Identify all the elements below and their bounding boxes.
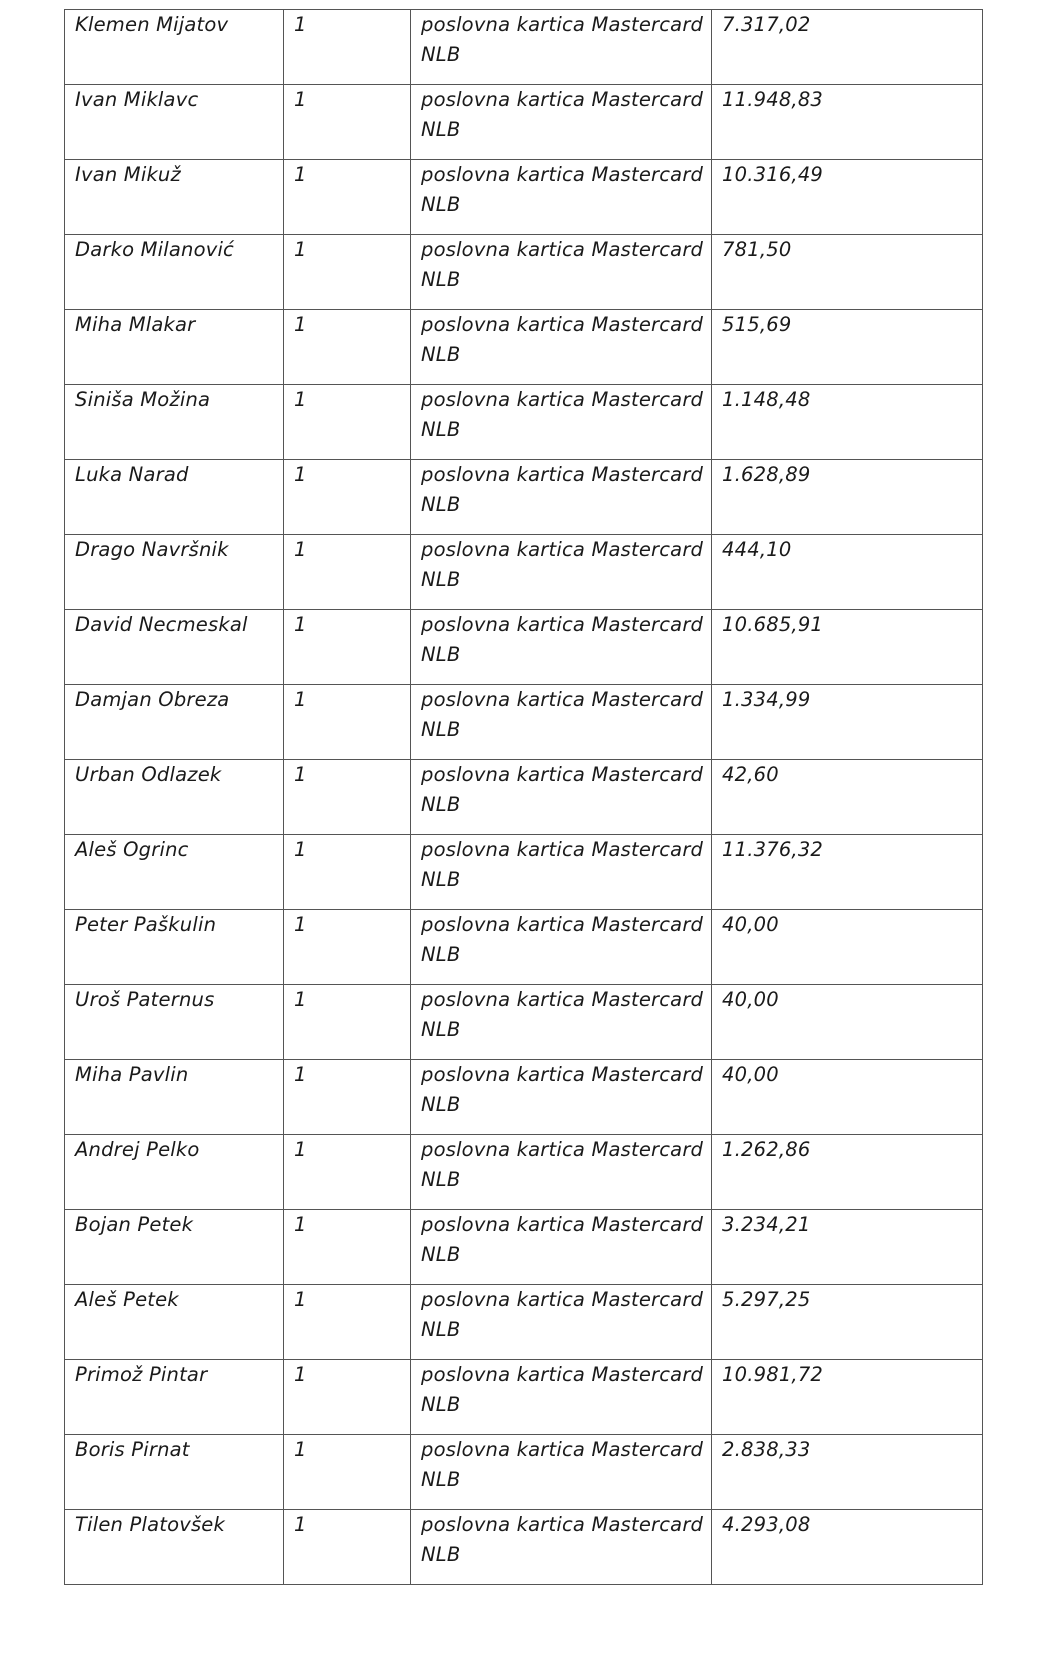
- table-row: [65, 1060, 983, 1135]
- cell-holder-name: [65, 685, 284, 760]
- cell-card-count-text: 1: [294, 838, 307, 861]
- cell-holder-name: [65, 910, 284, 985]
- cell-card-count: [284, 910, 411, 985]
- cell-holder-name: [65, 835, 284, 910]
- cell-holder-name-text: Aleš Ogrinc: [75, 838, 189, 861]
- cell-amount: [712, 85, 983, 160]
- cell-card-count-text: 1: [294, 688, 307, 711]
- cell-holder-name-text: Darko Milanović: [75, 238, 234, 261]
- table-row: [65, 910, 983, 985]
- table-row: [65, 1285, 983, 1360]
- cell-card-type: [411, 1435, 712, 1510]
- table-row: [65, 85, 983, 160]
- cell-card-type: [411, 1510, 712, 1585]
- cell-holder-name: [65, 1285, 284, 1360]
- cell-holder-name: [65, 235, 284, 310]
- cell-card-type-text: poslovna kartica Mastercard NLB: [421, 313, 704, 366]
- table-row: [65, 460, 983, 535]
- cell-amount: [712, 160, 983, 235]
- cell-card-count-text: 1: [294, 1063, 307, 1086]
- cell-amount: [712, 385, 983, 460]
- cell-card-type-text: poslovna kartica Mastercard NLB: [421, 238, 704, 291]
- cell-amount: [712, 1435, 983, 1510]
- cell-card-type: [411, 1360, 712, 1435]
- cell-holder-name: [65, 460, 284, 535]
- table-row: [65, 1360, 983, 1435]
- cell-card-type-text: poslovna kartica Mastercard NLB: [421, 763, 704, 816]
- cell-holder-name-text: Boris Pirnat: [75, 1438, 190, 1461]
- cell-card-count: [284, 460, 411, 535]
- cell-holder-name-text: Andrej Pelko: [75, 1138, 200, 1161]
- cell-holder-name-text: Bojan Petek: [75, 1213, 194, 1236]
- table-row: [65, 1510, 983, 1585]
- cell-amount: [712, 985, 983, 1060]
- cell-amount-text: 1.334,99: [722, 688, 811, 711]
- cell-card-count: [284, 1510, 411, 1585]
- cell-card-count-text: 1: [294, 388, 307, 411]
- cell-amount-text: 11.376,32: [722, 838, 824, 861]
- cell-card-count: [284, 160, 411, 235]
- cell-amount: [712, 835, 983, 910]
- cell-holder-name: [65, 760, 284, 835]
- cell-amount-text: 40,00: [722, 1063, 779, 1086]
- table-row: [65, 10, 983, 85]
- cell-amount: [712, 685, 983, 760]
- table-row: [65, 1210, 983, 1285]
- cell-card-count: [284, 235, 411, 310]
- cell-amount: [712, 1210, 983, 1285]
- cell-amount-text: 1.262,86: [722, 1138, 811, 1161]
- cell-card-type-text: poslovna kartica Mastercard NLB: [421, 1138, 704, 1191]
- cell-card-type-text: poslovna kartica Mastercard NLB: [421, 388, 704, 441]
- cell-holder-name: [65, 1135, 284, 1210]
- cell-amount: [712, 910, 983, 985]
- cell-card-type: [411, 10, 712, 85]
- cell-holder-name-text: Uroš Paternus: [75, 988, 215, 1011]
- cell-card-type-text: poslovna kartica Mastercard NLB: [421, 88, 704, 141]
- cell-card-type-text: poslovna kartica Mastercard NLB: [421, 913, 704, 966]
- cell-card-count-text: 1: [294, 1363, 307, 1386]
- cell-card-type-text: poslovna kartica Mastercard NLB: [421, 1513, 704, 1566]
- cell-card-count-text: 1: [294, 1513, 307, 1536]
- cell-card-type-text: poslovna kartica Mastercard NLB: [421, 163, 704, 216]
- table-row: [65, 535, 983, 610]
- cell-holder-name-text: Damjan Obreza: [75, 688, 230, 711]
- cell-card-type: [411, 460, 712, 535]
- cell-card-count-text: 1: [294, 538, 307, 561]
- cell-card-type-text: poslovna kartica Mastercard NLB: [421, 13, 704, 66]
- cell-card-count-text: 1: [294, 313, 307, 336]
- cell-amount-text: 4.293,08: [722, 1513, 811, 1536]
- cell-card-type-text: poslovna kartica Mastercard NLB: [421, 538, 704, 591]
- cell-card-count: [284, 1135, 411, 1210]
- cell-holder-name: [65, 985, 284, 1060]
- cell-card-type-text: poslovna kartica Mastercard NLB: [421, 838, 704, 891]
- cell-holder-name-text: Klemen Mijatov: [75, 13, 229, 36]
- table-row: [65, 985, 983, 1060]
- cell-card-type-text: poslovna kartica Mastercard NLB: [421, 688, 704, 741]
- cell-card-count-text: 1: [294, 463, 307, 486]
- cell-holder-name: [65, 385, 284, 460]
- cell-card-count-text: 1: [294, 1213, 307, 1236]
- cell-holder-name: [65, 1060, 284, 1135]
- card-holders-table: [64, 9, 983, 1585]
- cell-card-count-text: 1: [294, 1138, 307, 1161]
- table-row: [65, 160, 983, 235]
- cell-card-count: [284, 760, 411, 835]
- cell-card-type-text: poslovna kartica Mastercard NLB: [421, 1288, 704, 1341]
- cell-amount: [712, 10, 983, 85]
- cell-amount: [712, 1285, 983, 1360]
- cell-card-type: [411, 160, 712, 235]
- cell-card-count: [284, 1285, 411, 1360]
- cell-holder-name-text: Ivan Miklavc: [75, 88, 199, 111]
- cell-card-count: [284, 1435, 411, 1510]
- table-row: [65, 235, 983, 310]
- cell-card-count-text: 1: [294, 1438, 307, 1461]
- cell-card-type-text: poslovna kartica Mastercard NLB: [421, 988, 704, 1041]
- cell-holder-name-text: Siniša Možina: [75, 388, 211, 411]
- table-row: [65, 835, 983, 910]
- table-body: [65, 10, 983, 1585]
- cell-card-type: [411, 610, 712, 685]
- cell-holder-name: [65, 535, 284, 610]
- cell-amount-text: 515,69: [722, 313, 792, 336]
- cell-amount: [712, 460, 983, 535]
- cell-amount: [712, 310, 983, 385]
- cell-holder-name: [65, 160, 284, 235]
- cell-card-type: [411, 1285, 712, 1360]
- table-row: [65, 610, 983, 685]
- cell-amount-text: 10.316,49: [722, 163, 824, 186]
- cell-card-type: [411, 835, 712, 910]
- cell-holder-name-text: Ivan Mikuž: [75, 163, 181, 186]
- cell-card-type-text: poslovna kartica Mastercard NLB: [421, 1438, 704, 1491]
- cell-card-type: [411, 985, 712, 1060]
- cell-amount: [712, 1060, 983, 1135]
- cell-holder-name: [65, 10, 284, 85]
- cell-card-count: [284, 610, 411, 685]
- table-row: [65, 760, 983, 835]
- cell-holder-name-text: Urban Odlazek: [75, 763, 222, 786]
- cell-amount-text: 1.148,48: [722, 388, 811, 411]
- cell-card-type: [411, 85, 712, 160]
- cell-holder-name: [65, 310, 284, 385]
- cell-card-count: [284, 10, 411, 85]
- cell-amount: [712, 610, 983, 685]
- cell-holder-name-text: Miha Mlakar: [75, 313, 196, 336]
- cell-card-count: [284, 985, 411, 1060]
- cell-card-type-text: poslovna kartica Mastercard NLB: [421, 463, 704, 516]
- cell-amount-text: 11.948,83: [722, 88, 824, 111]
- table-row: [65, 385, 983, 460]
- cell-amount-text: 2.838,33: [722, 1438, 811, 1461]
- cell-card-count: [284, 835, 411, 910]
- cell-card-count-text: 1: [294, 88, 307, 111]
- cell-holder-name-text: Tilen Platovšek: [75, 1513, 225, 1536]
- cell-amount-text: 3.234,21: [722, 1213, 811, 1236]
- cell-holder-name-text: David Necmeskal: [75, 613, 248, 636]
- table-row: [65, 1435, 983, 1510]
- cell-card-count: [284, 310, 411, 385]
- cell-card-count: [284, 385, 411, 460]
- cell-card-type: [411, 535, 712, 610]
- cell-card-type: [411, 1210, 712, 1285]
- cell-amount-text: 7.317,02: [722, 13, 811, 36]
- cell-holder-name-text: Luka Narad: [75, 463, 189, 486]
- cell-holder-name: [65, 1510, 284, 1585]
- cell-card-count: [284, 1210, 411, 1285]
- cell-card-type: [411, 310, 712, 385]
- cell-card-count-text: 1: [294, 13, 307, 36]
- cell-holder-name-text: Drago Navršnik: [75, 538, 229, 561]
- cell-amount-text: 10.981,72: [722, 1363, 824, 1386]
- cell-holder-name: [65, 610, 284, 685]
- cell-card-count: [284, 1360, 411, 1435]
- cell-card-type: [411, 235, 712, 310]
- cell-holder-name-text: Peter Paškulin: [75, 913, 217, 936]
- cell-amount-text: 10.685,91: [722, 613, 824, 636]
- cell-amount-text: 444,10: [722, 538, 792, 561]
- cell-card-type: [411, 910, 712, 985]
- cell-amount: [712, 760, 983, 835]
- cell-amount: [712, 1135, 983, 1210]
- cell-amount-text: 1.628,89: [722, 463, 811, 486]
- cell-card-type-text: poslovna kartica Mastercard NLB: [421, 1063, 704, 1116]
- cell-card-type-text: poslovna kartica Mastercard NLB: [421, 1363, 704, 1416]
- table-row: [65, 1135, 983, 1210]
- cell-amount-text: 40,00: [722, 913, 779, 936]
- cell-holder-name: [65, 1210, 284, 1285]
- cell-card-count-text: 1: [294, 1288, 307, 1311]
- cell-card-type-text: poslovna kartica Mastercard NLB: [421, 613, 704, 666]
- cell-amount: [712, 1360, 983, 1435]
- cell-amount-text: 40,00: [722, 988, 779, 1011]
- cell-card-count: [284, 1060, 411, 1135]
- cell-amount-text: 5.297,25: [722, 1288, 811, 1311]
- cell-holder-name-text: Primož Pintar: [75, 1363, 208, 1386]
- cell-card-count-text: 1: [294, 163, 307, 186]
- cell-amount-text: 42,60: [722, 763, 779, 786]
- table-row: [65, 685, 983, 760]
- cell-card-type: [411, 1060, 712, 1135]
- cell-holder-name: [65, 1360, 284, 1435]
- cell-holder-name-text: Miha Pavlin: [75, 1063, 189, 1086]
- cell-card-count: [284, 535, 411, 610]
- cell-amount: [712, 535, 983, 610]
- table-row: [65, 310, 983, 385]
- cell-amount: [712, 1510, 983, 1585]
- cell-card-count-text: 1: [294, 613, 307, 636]
- cell-card-count: [284, 85, 411, 160]
- cell-card-type: [411, 760, 712, 835]
- cell-amount: [712, 235, 983, 310]
- cell-card-count-text: 1: [294, 238, 307, 261]
- cell-card-type: [411, 1135, 712, 1210]
- cell-card-count-text: 1: [294, 988, 307, 1011]
- cell-holder-name-text: Aleš Petek: [75, 1288, 179, 1311]
- cell-amount-text: 781,50: [722, 238, 792, 261]
- cell-card-type: [411, 385, 712, 460]
- cell-card-count-text: 1: [294, 913, 307, 936]
- cell-card-type: [411, 685, 712, 760]
- cell-holder-name: [65, 1435, 284, 1510]
- cell-card-count-text: 1: [294, 763, 307, 786]
- cell-card-type-text: poslovna kartica Mastercard NLB: [421, 1213, 704, 1266]
- cell-holder-name: [65, 85, 284, 160]
- cell-card-count: [284, 685, 411, 760]
